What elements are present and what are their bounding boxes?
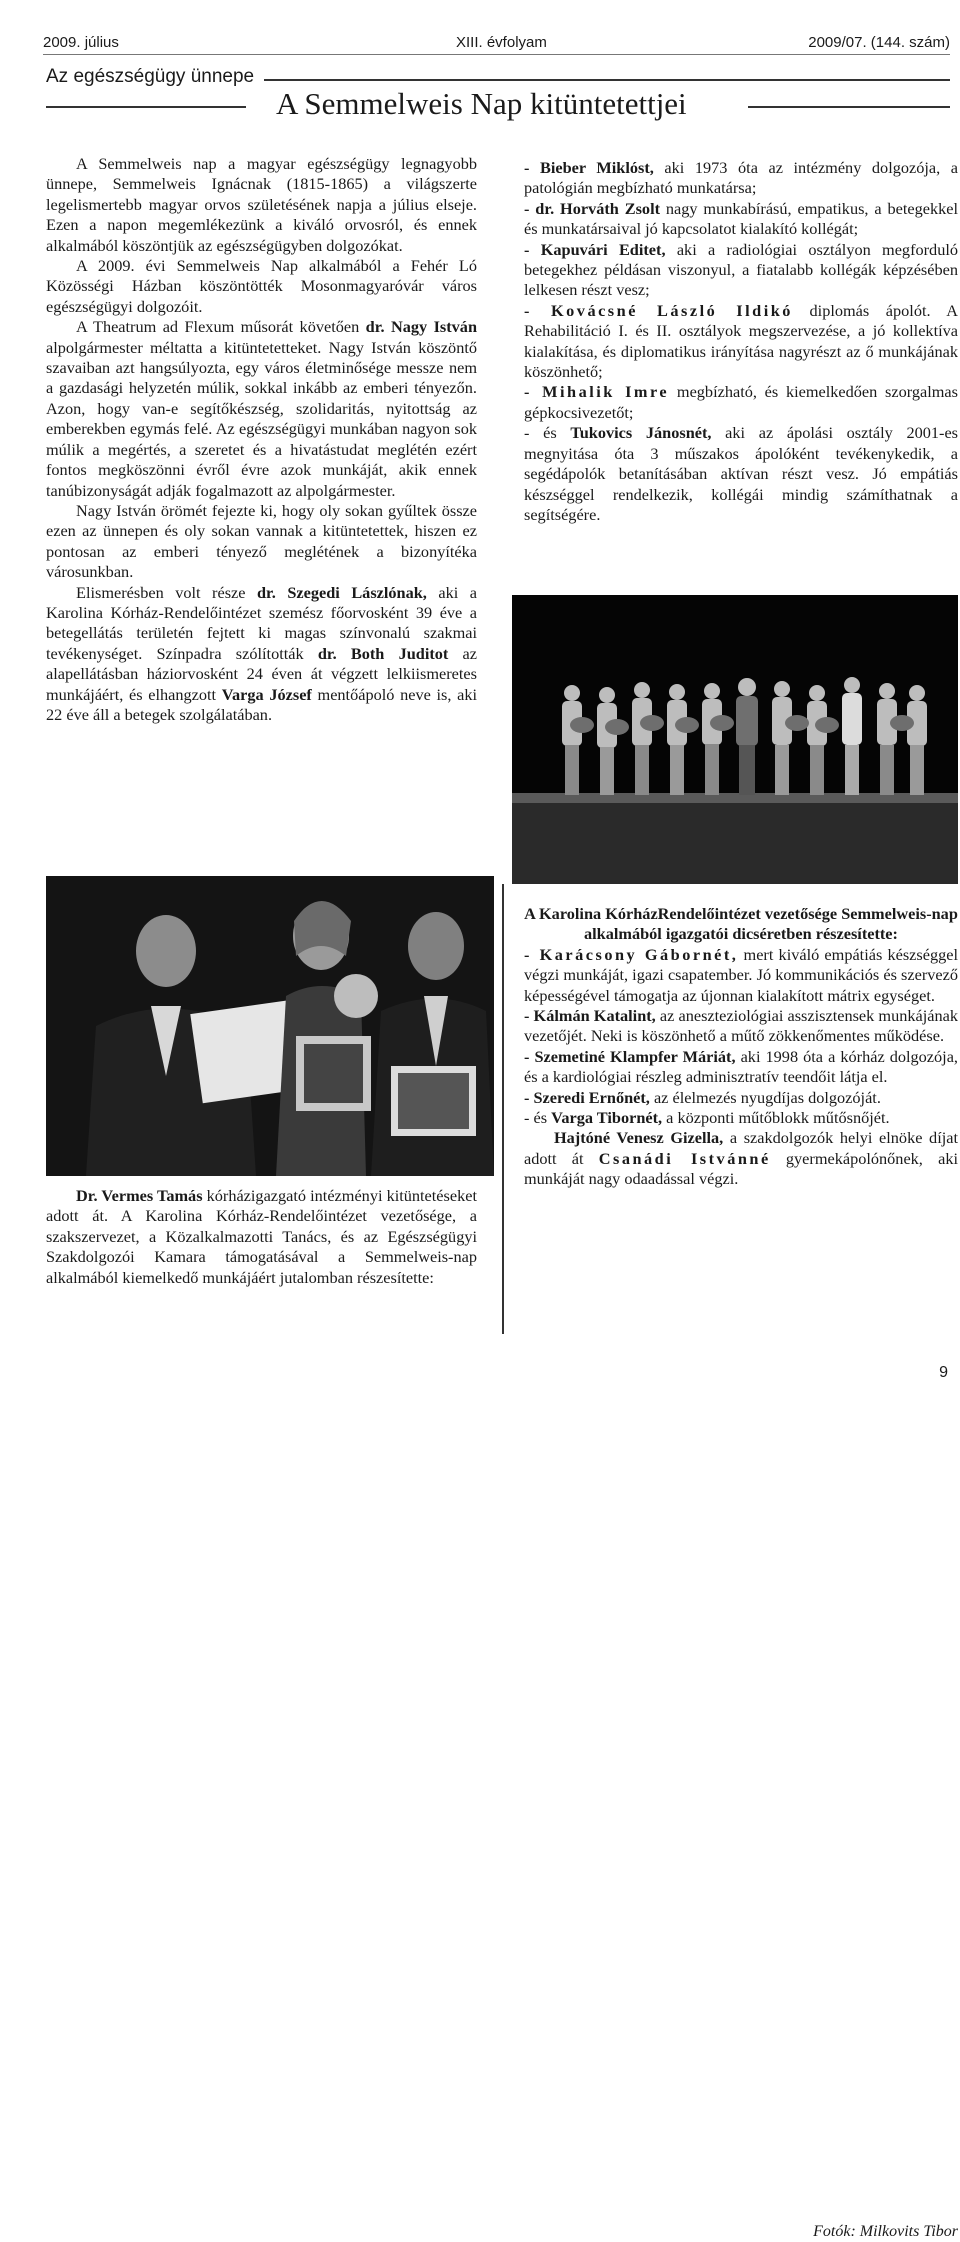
list-item: - Szeredi Ernőnét, az élelmezés nyugdíjas dolgozóját.	[524, 1087, 881, 1107]
page-number: 9	[939, 1364, 948, 1381]
list-item: - dr. Horváth Zsolt nagy munkabírású, empatikus, a betegekkel és munkatársaival jó kapcsolatot kialakító kollégát;	[524, 198, 959, 239]
article-left-column	[46, 154, 477, 725]
list-item: - Kálmán Katalint, az aneszteziológiai asszisztensek munkájának vezetőjét. Neki is köszönhető a műtő zökkenőmentes működése.	[524, 1006, 958, 1046]
article-lower-right	[524, 904, 958, 2240]
volume-label: XIII. évfolyam	[456, 34, 547, 51]
paragraph-intro: A Semmelweis nap a magyar egészségügy legnagyobb ünnepe, Semmelweis Ignácnak (1815-1865) a világszerte legelismertebb magyar orvos születésének napja a július elseje. Ezen a napon megemlékezünk a kiváló orvosról, és ennek alkalmából köszöntjük az egészségügyben dolgozókat.	[46, 154, 477, 255]
list-item: - Karácsony Gábornét, mert kiváló empátiás készséggel végzi munkáját, igazi csapatember. Jó kommunikációs és szervező képességével támogatja az újonnan kialakított mátrix egységet.	[524, 944, 958, 1005]
list-item: - Mihalik Imre megbízható, és kiemelkedően szorgalmas gépkocsivezetőt;	[524, 382, 958, 422]
list-item: - Bieber Miklóst, aki 1973 óta az intézmény dolgozója, a patológián megbízható munkatársa;	[524, 158, 958, 198]
list-item: - Szemetiné Klampfer Máriát, aki 1998 óta a kórház dolgozója, és a kardiológiai részleg adminisztratív teendőit látja el.	[524, 1046, 958, 1087]
title-rule-right	[748, 106, 950, 108]
award-photo	[46, 876, 494, 1176]
column-divider	[502, 884, 504, 1334]
award-paragraph: Hajtóné Venesz Gizella, a szakdolgozók helyi elnöke díjat adott át Csanádi Istvánné gyermekápolónőnek, aki munkáját nagy odaadással végzi.	[524, 1128, 958, 1189]
list-item: - Kovácsné László Ildikó diplomás ápolót. A Rehabilitáció I. és II. osztályok megszervezése, a jó kollektíva kialakítása, és diplomatikus irányítása nagyrészt az ő munkájának köszönhető;	[524, 300, 958, 382]
award-photo-image	[46, 876, 494, 1176]
section-label: Az egészségügy ünnepe	[46, 66, 255, 87]
commendation-intro: A Karolina KórházRendelőintézet vezetősége Semmelweis-nap alkalmából igazgatói dicséretben részesítette:	[524, 904, 958, 944]
photo-caption	[46, 1186, 477, 1288]
photo-credit: Fotók: Milkovits Tibor	[813, 2223, 958, 2240]
list-item: - és Tukovics Jánosnét, aki az ápolási osztály 2001-es megnyitása óta 3 műszakos ápolóként tevékenykedik, a segédápolók betanításában aktívan részt vesz. Jó empátiás készséggel rendelkezik, kollégái mindig számíthatnak a segítségére.	[524, 423, 959, 524]
page-title: A Semmelweis Nap kitüntetettjei	[276, 86, 687, 121]
list-item: - Kapuvári Editet, aki a radiológiai osztályon megforduló betegekhez példásan viszonyul, a fiatalabb kollégák képzésében lelkesen részt vesz;	[524, 239, 958, 300]
section-divider	[264, 79, 950, 81]
paragraph-honorees: Elismerésben volt része dr. Szegedi Lászlónak, aki a Karolina Kórház-Rendelőintézet szemész főorvosként 39 éve a betegellátás területén fejtett ki magas színvonalú szakmai tevékenységet. Színpadra szólították dr. Both Juditot az alapellátásban háziorvosként 24 éven át végzett lelkiismeretes munkájáért, és elhangzott Varga József mentőápoló neve is, aki 22 éve áll a betegek szolgálatában.	[46, 582, 478, 724]
list-item: - és Varga Tibornét, a központi műtőblokk műtősnőjét.	[524, 1108, 890, 1128]
header-divider	[43, 54, 950, 55]
group-photo	[512, 595, 958, 884]
article-right-column	[524, 158, 958, 525]
group-photo-image	[512, 595, 958, 884]
paragraph-event: A 2009. évi Semmelweis Nap alkalmából a Fehér Ló Közösségi Házban köszöntötték Mosonmagyaróvár város egészségügyi dolgozóit.	[46, 256, 477, 316]
paragraph-thanks: Nagy István örömét fejezte ki, hogy oly sokan gyűltek össze ezen az ünnepen és oly sokan vannak a kitüntetettek, hiszen ez pontosan az emberi tényező meglétének a bizonyítéka városunkban.	[46, 500, 477, 582]
paragraph-speech: A Theatrum ad Flexum műsorát követően dr. Nagy István alpolgármester méltatta a kitüntetetteket. Nagy István köszöntő szavaiban azt hangsúlyozta, egy város életminősége messze nem a gazdasági helyzetén múlik, sokkal inkább az emberi tényezőn. Azon, hogy van-e segítőkészség, szolidaritás, nyitottság az emberekben egymás felé. Az egészségügyi munkában nagyon sok múlik a megértés, a szeretet és a hivatástudat meglétén ezért fontos megköszönni évről évre azok munkáját, akik ennek tanúbizonyságát adják fogalmazott az alpolgármester.	[46, 317, 477, 500]
issue-date: 2009. július	[43, 34, 119, 51]
issue-number: 2009/07. (144. szám)	[808, 34, 950, 51]
title-rule-left	[46, 106, 246, 108]
caption-text: Dr. Vermes Tamás kórházigazgató intézményi kitüntetéseket adott át. A Karolina Kórház-Rendelőintézet vezetősége, a szakszervezet, a Közalkalmazotti Tanács, és az Egészségügyi Szakdolgozói Kamara támogatásával a Semmelweis-nap alkalmából kiemelkedő munkájáért jutalomban részesítette:	[46, 1186, 477, 1287]
